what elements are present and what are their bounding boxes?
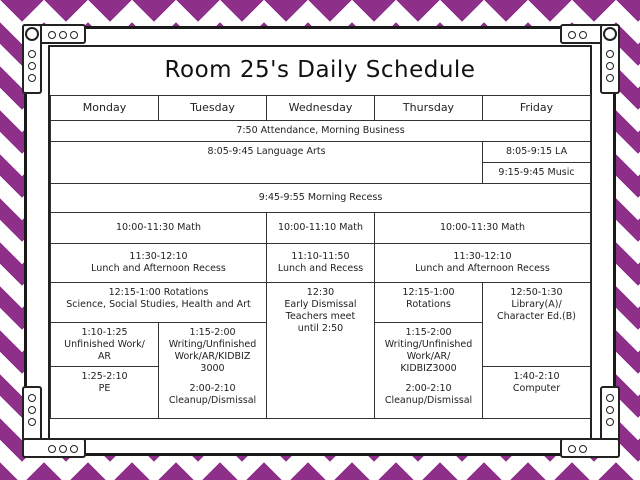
writing-label: Writing/Unfinished <box>168 339 257 350</box>
library-label: Character Ed.(B) <box>497 311 576 322</box>
language-arts-cell: 8:05-9:45 Language Arts <box>51 142 483 184</box>
lunch-cell-mon-tue <box>51 244 267 283</box>
library-label: Library(A)/ <box>511 299 562 310</box>
table-row <box>51 121 591 142</box>
friday-la-cell: 8:05-9:15 LA <box>483 142 591 163</box>
lunch-cell-wed <box>267 244 375 283</box>
early-dismissal-cell <box>267 283 375 419</box>
dot-icon <box>606 50 614 58</box>
circle-icon <box>25 27 39 41</box>
writing-label: Work/AR/KIDBIZ <box>174 351 251 362</box>
dot-icon <box>70 31 78 39</box>
dot-icon <box>579 445 587 453</box>
dot-icon <box>28 50 36 58</box>
dot-icon <box>28 406 36 414</box>
early-label: until 2:50 <box>297 323 344 334</box>
rotations-cell-thu <box>375 283 483 323</box>
dot-icon <box>606 74 614 82</box>
table-row <box>51 213 591 244</box>
computer-cell-fri <box>483 367 591 419</box>
day-header-monday: Monday <box>51 96 159 121</box>
dot-icon <box>48 445 56 453</box>
pe-label: PE <box>98 383 111 394</box>
math-cell-thu-fri: 10:00-11:30 Math <box>375 213 591 244</box>
rotations-cell-mon-tue <box>51 283 267 323</box>
day-header-tuesday: Tuesday <box>159 96 267 121</box>
writing-cell-thu <box>375 323 483 419</box>
early-time: 12:30 <box>306 287 335 298</box>
computer-time: 1:40-2:10 <box>513 371 560 382</box>
lunch-label: Lunch and Afternoon Recess <box>91 263 226 274</box>
morning-recess-cell: 9:45-9:55 Morning Recess <box>51 184 591 213</box>
math-cell-mon-tue: 10:00-11:30 Math <box>51 213 267 244</box>
lunch-time: 11:10-11:50 <box>291 251 350 262</box>
pe-time: 1:25-2:10 <box>81 371 128 382</box>
computer-label: Computer <box>512 383 561 394</box>
rotations-time: 12:15-1:00 Rotations <box>108 287 209 298</box>
rotations-label: Rotations <box>406 299 451 310</box>
library-time: 12:50-1:30 <box>510 287 563 298</box>
dot-icon <box>59 31 67 39</box>
math-cell-wed: 10:00-11:10 Math <box>267 213 375 244</box>
dot-icon <box>579 31 587 39</box>
dot-icon <box>606 394 614 402</box>
table-row <box>51 184 591 213</box>
table-row <box>51 142 591 163</box>
corner-decoration-bottom-right <box>560 438 620 458</box>
circle-icon <box>603 27 617 41</box>
day-header-friday: Friday <box>483 96 591 121</box>
pe-cell-mon <box>51 367 159 419</box>
dot-icon <box>568 31 576 39</box>
lunch-time: 11:30-12:10 <box>129 251 188 262</box>
day-header-thursday: Thursday <box>375 96 483 121</box>
table-row <box>51 244 591 283</box>
schedule-table <box>50 95 591 419</box>
lunch-label: Lunch and Recess <box>277 263 364 274</box>
writing-time: 1:15-2:00 <box>405 327 452 338</box>
lunch-time: 11:30-12:10 <box>453 251 512 262</box>
lunch-cell-thu-fri <box>375 244 591 283</box>
unfinished-work-cell-mon <box>51 323 159 367</box>
cleanup-label: Cleanup/Dismissal <box>168 395 257 406</box>
rotations-label: Science, Social Studies, Health and Art <box>66 299 251 310</box>
dot-icon <box>606 62 614 70</box>
dot-icon <box>28 62 36 70</box>
writing-label: Work/AR/ <box>406 351 451 362</box>
dot-icon <box>568 445 576 453</box>
dot-icon <box>59 445 67 453</box>
dot-icon <box>606 418 614 426</box>
friday-music-cell: 9:15-9:45 Music <box>483 163 591 184</box>
early-label: Teachers meet <box>285 311 356 322</box>
corner-decoration-right-top <box>600 24 620 94</box>
day-header-wednesday: Wednesday <box>267 96 375 121</box>
table-header-row <box>51 96 591 121</box>
writing-label: 3000 <box>200 363 225 374</box>
dot-icon <box>28 394 36 402</box>
dot-icon <box>28 418 36 426</box>
dot-icon <box>28 74 36 82</box>
attendance-cell: 7:50 Attendance, Morning Business <box>51 121 591 142</box>
page-title: Room 25's Daily Schedule <box>164 57 476 83</box>
rotations-time: 12:15-1:00 <box>402 287 455 298</box>
dot-icon <box>606 406 614 414</box>
writing-time: 1:15-2:00 <box>189 327 236 338</box>
schedule-card <box>48 45 592 440</box>
corner-decoration-left-top <box>22 24 42 94</box>
writing-label: Writing/Unfinished <box>384 339 473 350</box>
dot-icon <box>70 445 78 453</box>
cleanup-time: 2:00-2:10 <box>189 383 236 394</box>
dot-icon <box>48 31 56 39</box>
unfinished-time: 1:10-1:25 <box>81 327 128 338</box>
table-row <box>51 283 591 323</box>
unfinished-label: Unfinished Work/ <box>64 339 145 350</box>
cleanup-time: 2:00-2:10 <box>405 383 452 394</box>
corner-decoration-bottom-left <box>22 438 86 458</box>
early-label: Early Dismissal <box>284 299 357 310</box>
writing-label: KIDBIZ3000 <box>400 363 457 374</box>
lunch-label: Lunch and Afternoon Recess <box>415 263 550 274</box>
cleanup-label: Cleanup/Dismissal <box>384 395 473 406</box>
unfinished-label: AR <box>97 351 112 362</box>
writing-cell-tue <box>159 323 267 419</box>
library-cell-fri <box>483 283 591 367</box>
